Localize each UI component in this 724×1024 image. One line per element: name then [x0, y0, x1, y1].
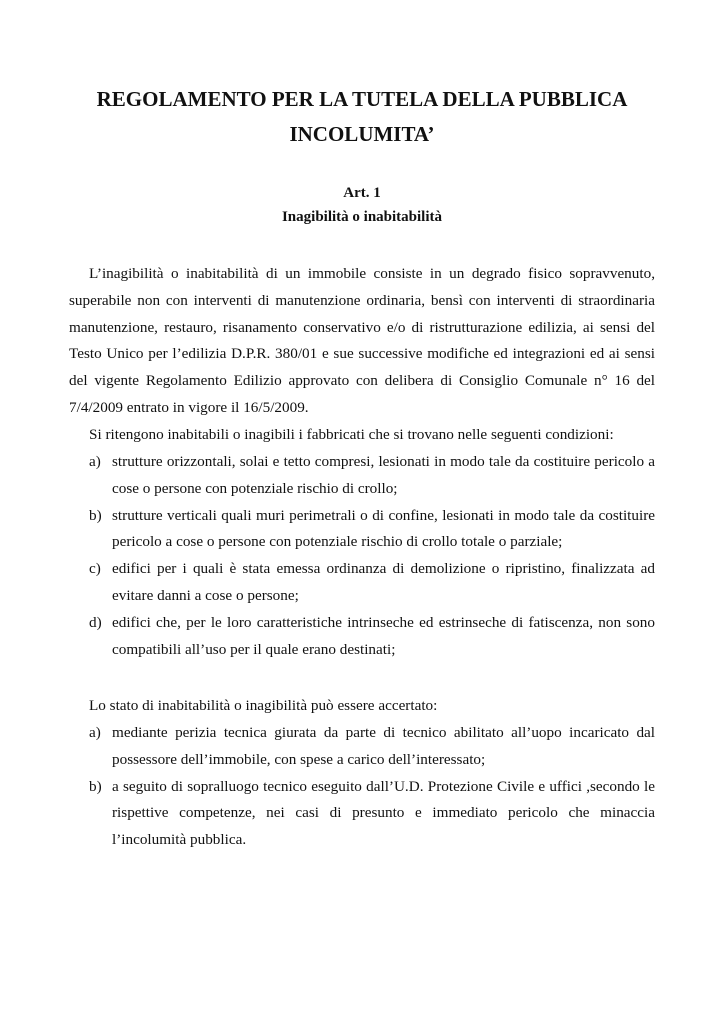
list-marker: b): [89, 777, 102, 795]
list-item-text: a seguito di sopralluogo tecnico eseguito dall’U.D. Protezione Civile e uffici ,secondo le rispettive competenze, nei casi di presunto e immediato pericolo che minaccia l’incolumità pubblica.: [112, 777, 655, 849]
list-item: [69, 610, 655, 664]
assessment-methods-list: [69, 720, 655, 854]
list-marker: a): [89, 453, 101, 470]
list-item: [69, 449, 655, 503]
list-item-text: strutture verticali quali muri perimetrali o di confine, lesionati in modo tale da costituire pericolo a cose o persone con potenziale rischio di crollo totale o parziale;: [112, 506, 655, 551]
list-item: [69, 774, 655, 854]
paragraph-conditions-intro: Si ritengono inabitabili o inagibili i fabbricati che si trovano nelle seguenti condizioni:: [89, 426, 614, 443]
list-item: [69, 556, 655, 610]
list-item-text: edifici per i quali è stata emessa ordinanza di demolizione o ripristino, finalizzata ad evitare danni a cose o persone;: [112, 560, 655, 604]
document-title-line-1: REGOLAMENTO PER LA TUTELA DELLA PUBBLICA: [96, 87, 628, 111]
list-marker: d): [89, 613, 102, 631]
paragraph-assessment-intro: Lo stato di inabitabilità o inagibilità può essere accertato:: [89, 697, 438, 714]
document-title-line-2: INCOLUMITA’: [289, 122, 435, 146]
paragraph-definition: L’inagibilità o inabitabilità di un immobile consiste in un degrado fisico sopravvenuto, superabile non con interventi di manutenzione ordinaria, bensì con interventi di straordinaria manutenzione, restauro, risanamento conservativo e/o di ristrutturazione edilizia, ai sensi del Testo Unico per l’edilizia D.P.R. 380/01 e sue successive modifiche ed integrazioni ed ai sensi del vigente Regolamento Edilizio approvato con delibera di Consiglio Comunale n° 16 del 7/4/2009 entrato in vigore il 16/5/2009.: [69, 265, 655, 416]
list-marker: c): [89, 560, 101, 578]
list-item-text: strutture orizzontali, solai e tetto compresi, lesionati in modo tale da costituire pericolo a cose o persone con potenziale rischio di crollo;: [112, 453, 655, 497]
article-title: Inagibilità o inabitabilità: [281, 209, 443, 225]
list-item-text: mediante perizia tecnica giurata da parte di tecnico abilitato all’uopo incaricato dal possessore dell’immobile, con spese a carico dell’interessato;: [112, 724, 655, 768]
conditions-list: [69, 449, 655, 663]
list-item: [69, 720, 655, 774]
list-marker: a): [89, 724, 101, 741]
list-item: [69, 503, 655, 557]
list-item-text: edifici che, per le loro caratteristiche intrinseche ed estrinseche di fatiscenza, non sono compatibili all’uso per il quale erano destinati;: [112, 613, 655, 658]
list-marker: b): [89, 506, 102, 524]
article-number: Art. 1: [343, 185, 381, 201]
